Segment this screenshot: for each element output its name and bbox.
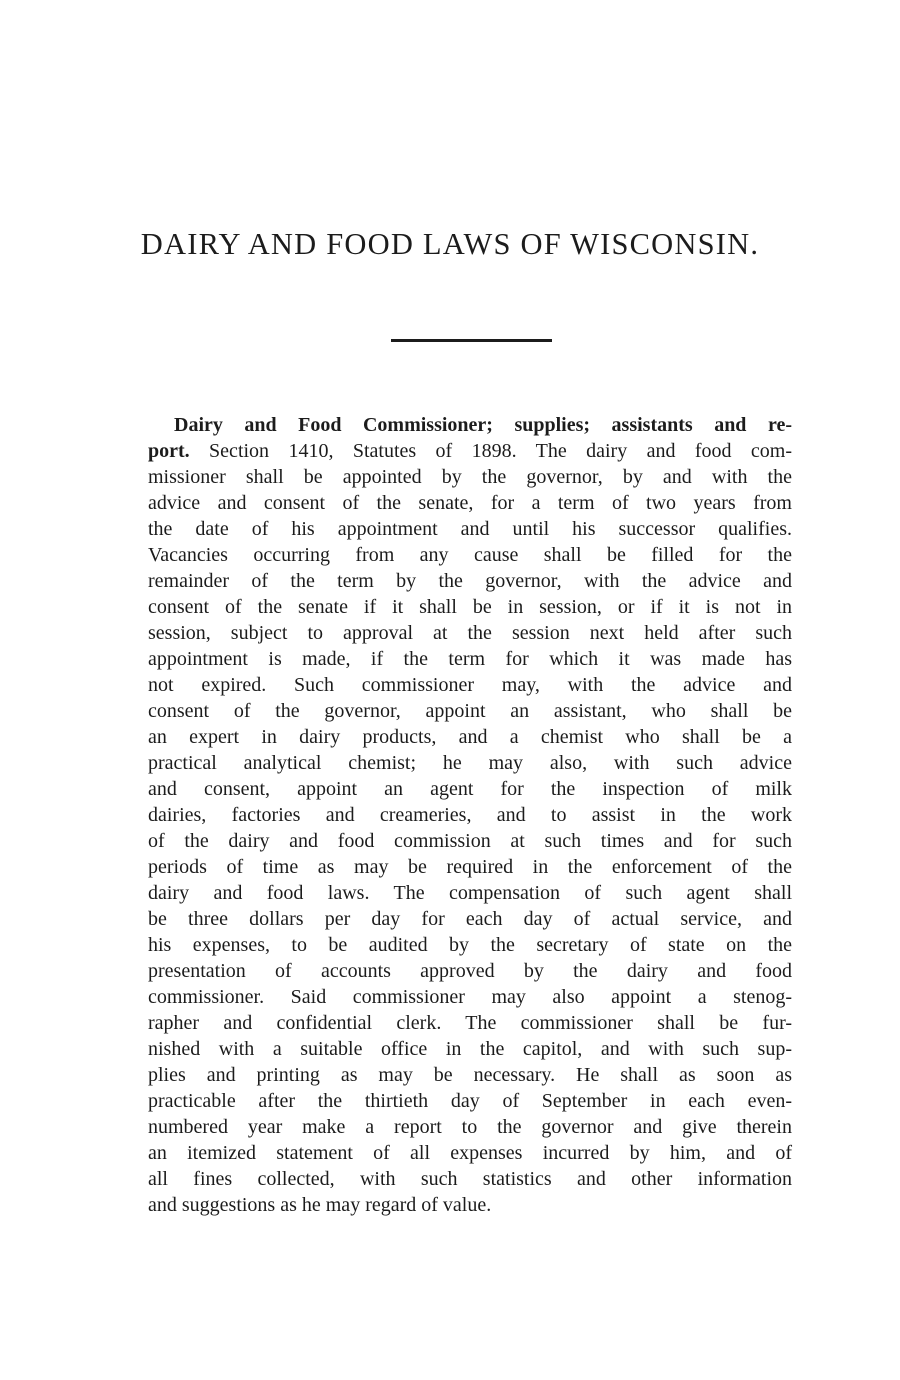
- text-line: and suggestions as he may regard of value.: [148, 1194, 492, 1216]
- text-line: commissioner. Said commissioner may also appoint a stenog-: [148, 986, 792, 1008]
- text-line: nished with a suitable office in the capitol, and with such sup-: [148, 1038, 792, 1060]
- text-line: consent of the governor, appoint an assistant, who shall be: [148, 700, 792, 722]
- text-line: practical analytical chemist; he may also, with such advice: [148, 752, 792, 774]
- text-line: an itemized statement of all expenses incurred by him, and of: [148, 1142, 792, 1164]
- statute-section: [148, 412, 792, 1218]
- text-line: an expert in dairy products, and a chemist who shall be a: [148, 726, 792, 748]
- text-line: the date of his appointment and until his successor qualifies.: [148, 518, 792, 540]
- text-line: session, subject to approval at the session next held after such: [148, 622, 792, 644]
- text-line-content: Section 1410, Statutes of 1898. The dairy and food com-: [189, 440, 792, 462]
- text-line: consent of the senate if it shall be in session, or if it is not in: [148, 596, 792, 618]
- text-line: rapher and confidential clerk. The commissioner shall be fur-: [148, 1012, 792, 1034]
- text-line: of the dairy and food commission at such times and for such: [148, 830, 792, 852]
- page-title: DAIRY AND FOOD LAWS OF WISCONSIN.: [140, 227, 760, 261]
- text-line: be three dollars per day for each day of actual service, and: [148, 908, 792, 930]
- text-line: missioner shall be appointed by the governor, by and with the: [148, 466, 792, 488]
- text-line: numbered year make a report to the governor and give therein: [148, 1116, 792, 1138]
- text-line: not expired. Such commissioner may, with the advice and: [148, 674, 792, 696]
- text-line: practicable after the thirtieth day of September in each even-: [148, 1090, 792, 1112]
- text-line: dairy and food laws. The compensation of such agent shall: [148, 882, 792, 904]
- text-line: appointment is made, if the term for which it was made has: [148, 648, 792, 670]
- section-heading: Dairy and Food Commissioner; supplies; assistants and re-: [174, 414, 792, 436]
- text-line: Vacancies occurring from any cause shall be filled for the: [148, 544, 792, 566]
- text-line: his expenses, to be audited by the secretary of state on the: [148, 934, 792, 956]
- text-line: dairies, factories and creameries, and to assist in the work: [148, 804, 792, 826]
- text-line: remainder of the term by the governor, with the advice and: [148, 570, 792, 592]
- title-divider: [391, 339, 552, 342]
- text-line: periods of time as may be required in the enforcement of the: [148, 856, 792, 878]
- text-line: advice and consent of the senate, for a term of two years from: [148, 492, 792, 514]
- section-heading-end: port.: [148, 440, 190, 462]
- text-line: and consent, appoint an agent for the inspection of milk: [148, 778, 792, 800]
- text-line: all fines collected, with such statistics and other information: [148, 1168, 792, 1190]
- text-line: presentation of accounts approved by the dairy and food: [148, 960, 792, 982]
- text-line: plies and printing as may be necessary. He shall as soon as: [148, 1064, 792, 1086]
- text-line: [148, 438, 792, 464]
